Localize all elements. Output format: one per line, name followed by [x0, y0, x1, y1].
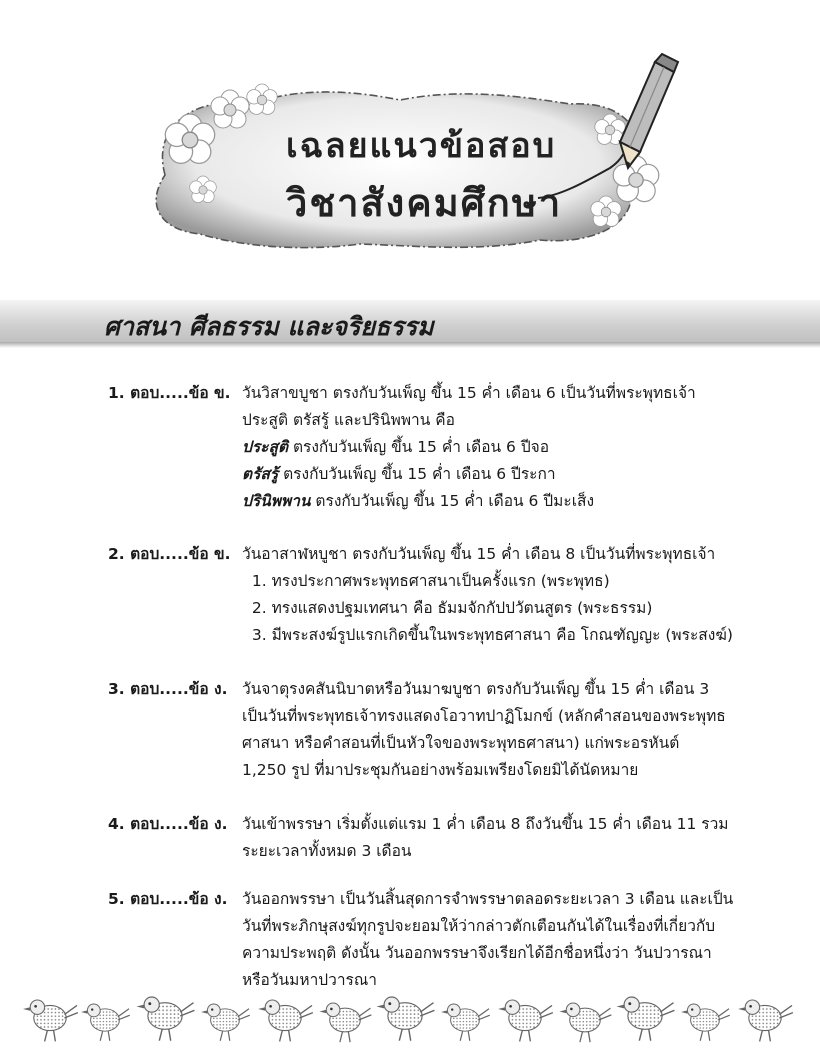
detail-term: ตรัสรู้ [242, 465, 279, 483]
answer-item-5 [108, 886, 734, 994]
answer-line: วันที่พระภิกษุสงฆ์ทุกรูปจะยอมให้ว่ากล่าวตักเตือนกันได้ในเรื่องที่เกี่ยวกับ [242, 917, 716, 935]
answer-line: ศาสนา หรือคำสอนที่เป็นหัวใจของพระพุทธศาสนา) แก่พระอรหันต์ [242, 734, 680, 752]
answer-line: วันวิสาขบูชา ตรงกับวันเพ็ญ ขึ้น 15 ค่ำ เดือน 6 เป็นวันที่พระพุทธเจ้า [242, 384, 696, 402]
answer-label: 1. ตอบ.....ข้อ ข. [108, 384, 231, 402]
answer-item-3 [108, 676, 730, 784]
detail-text: ตรงกับวันเพ็ญ ขึ้น 15 ค่ำ เดือน 6 ปีจอ [288, 438, 550, 456]
answer-line: วันเข้าพรรษา เริ่มตั้งแต่แรม 1 ค่ำ เดือน 8 ถึงวันขึ้น 15 ค่ำ เดือน 11 รวม [242, 815, 729, 833]
answer-item-4 [108, 811, 730, 865]
page-title-line2: วิชาสังคมศึกษา [286, 181, 563, 225]
answer-detail [242, 434, 730, 461]
detail-text: ตรงกับวันเพ็ญ ขึ้น 15 ค่ำ เดือน 6 ปีระกา [278, 465, 556, 483]
answer-line: ความประพฤติ ดังนั้น วันออกพรรษาจึงเรียกได้อีกชื่อหนึ่งว่า วันปวารณา [242, 944, 712, 962]
detail-text: ตรงกับวันเพ็ญ ขึ้น 15 ค่ำ เดือน 6 ปีมะเส็ง [310, 492, 595, 510]
answer-detail [242, 461, 730, 488]
answer-label: 3. ตอบ.....ข้อ ง. [108, 680, 228, 698]
answer-label: 2. ตอบ.....ข้อ ข. [108, 545, 231, 563]
answer-line: 1,250 รูป ที่มาประชุมกันอย่างพร้อมเพรียงโดยมิได้นัดหมาย [242, 761, 639, 779]
answer-line: วันอาสาฬหบูชา ตรงกับวันเพ็ญ ขึ้น 15 ค่ำ เดือน 8 เป็นวันที่พระพุทธเจ้า [242, 545, 716, 563]
answer-line: 2. ทรงแสดงปฐมเทศนา คือ ธัมมจักกัปปวัตนสูตร (พระธรรม) [242, 599, 653, 617]
header-banner [0, 0, 820, 290]
page-title-line1: เฉลยแนวข้อสอบ [286, 126, 557, 166]
bird-icon [0, 990, 820, 1056]
answer-line: วันออกพรรษา เป็นวันสิ้นสุดการจำพรรษาตลอดระยะเวลา 3 เดือน และเป็น [242, 890, 734, 908]
answer-line: ระยะเวลาทั้งหมด 3 เดือน [242, 842, 412, 860]
answer-item-1 [108, 380, 730, 515]
answer-line: 1. ทรงประกาศพระพุทธศาสนาเป็นครั้งแรก (พระพุทธ) [242, 572, 610, 590]
answer-label: 4. ตอบ.....ข้อ ง. [108, 815, 228, 833]
answer-label: 5. ตอบ.....ข้อ ง. [108, 890, 228, 908]
answer-line: เป็นวันที่พระพุทธเจ้าทรงแสดงโอวาทปาฏิโมกข์ (หลักคำสอนของพระพุทธ [242, 707, 726, 725]
answer-line: วันจาตุรงคสันนิบาตหรือวันมาฆบูชา ตรงกับวันเพ็ญ ขึ้น 15 ค่ำ เดือน 3 [242, 680, 710, 698]
answer-line: หรือวันมหาปวารณา [242, 971, 377, 989]
answer-detail [242, 488, 730, 515]
answer-line: ประสูติ ตรัสรู้ และปรินิพพาน คือ [242, 411, 455, 429]
section-title: ศาสนา ศีลธรรม และจริยธรรม [104, 312, 434, 341]
footer-decoration [0, 990, 820, 1056]
answer-item-2 [108, 541, 733, 649]
answer-line: 3. มีพระสงฆ์รูปแรกเกิดขึ้นในพระพุทธศาสนา คือ โกณฑัญญะ (พระสงฆ์) [242, 626, 733, 644]
detail-term: ประสูติ [242, 438, 289, 456]
detail-term: ปรินิพพาน [242, 492, 311, 510]
